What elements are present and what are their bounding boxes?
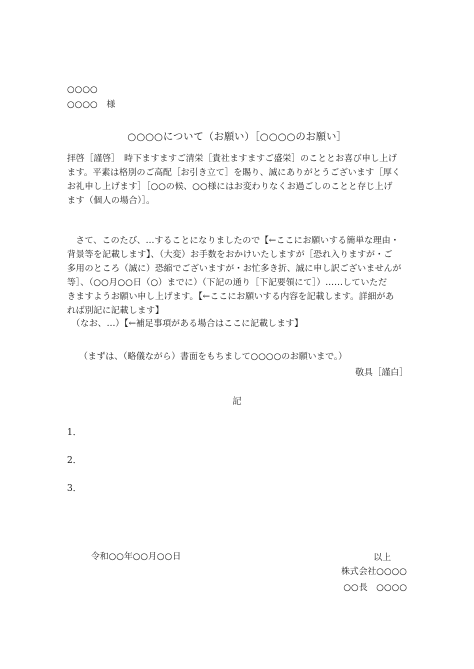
item-number: 3．	[67, 484, 82, 494]
closing-sentence: （まずは、（略儀ながら）書面をもちまして○○○○のお願いまで。）	[79, 352, 348, 362]
body-paragraph	[67, 235, 414, 332]
body-line: 等］、（○○月○○日（○）までに）（下記の通り［下記要領にて］）……していただ	[67, 277, 387, 288]
item-number: 2．	[67, 456, 82, 466]
body-line: さて、このたび、…することになりましたので【←ここにお願いする簡単な理由・	[67, 236, 400, 246]
item-number: 1．	[67, 428, 82, 438]
recipient-name: ○○○○ 様	[67, 100, 116, 110]
body-line: きますようお願い申し上げます。【←ここにお願いする内容を記載します。詳細があ	[67, 291, 395, 302]
greeting-line: お礼申し上げます］［○○の候、○○様にはお変わりなくお過ごしのことと存じ上げ	[67, 181, 393, 192]
greeting-line: ます（個人の場合）］。	[67, 195, 155, 206]
body-line: 背景等を記載します】、（大変）お手数をおかけいたしますが［恐れ入りますが・ご	[67, 249, 393, 260]
letter-title: ○○○○について（お願い）［○○○○のお願い］	[127, 132, 347, 143]
closing-word: 敬具［謹白］	[355, 368, 408, 378]
recipient-company: ○○○○	[67, 85, 98, 95]
greeting-line: ます。平素は格別のご高配［お引き立て］を賜り、誠にありがとうございます［厚く	[67, 167, 401, 178]
body-line: （なお、…）【←補足事項がある場合はここに記載します】	[67, 319, 304, 330]
body-line: れば別記に記載します】	[67, 305, 164, 316]
letter-date: 令和○○年○○月○○日	[91, 552, 182, 562]
ijou-mark: 以上	[373, 553, 391, 563]
sender-company: 株式会社○○○○	[341, 567, 407, 577]
sender-name: ○○長 ○○○○	[343, 583, 407, 593]
ki-heading: 記	[232, 397, 242, 407]
greeting-line: 拝啓［謹啓］ 時下ますますご清栄［貴社ますますご盛栄］のこととお喜び申し上げ	[67, 154, 397, 164]
body-line: 多用のところ（誠に）恐縮でございますが・お忙多き折、誠に申し訳ございませんが	[67, 263, 402, 274]
greeting-paragraph	[67, 153, 414, 209]
